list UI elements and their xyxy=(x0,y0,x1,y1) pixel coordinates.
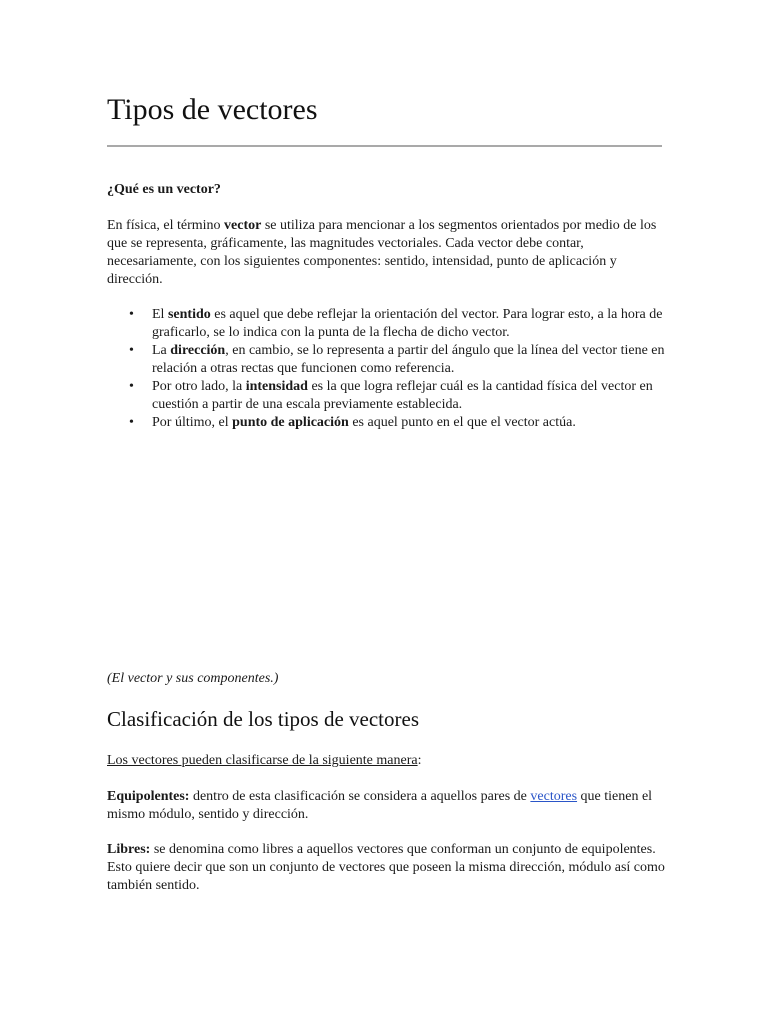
list-item-text: es aquel que debe reflejar la orientación del vector. Para lograr esto, a la hora de graficarlo, se lo indica con la punta de la flecha de dicho vector. xyxy=(152,307,663,340)
list-item-term: intensidad xyxy=(245,379,308,394)
page-title: Tipos de vectores xyxy=(107,93,318,126)
list-item-sentido xyxy=(107,306,667,342)
bullet-icon: • xyxy=(129,343,134,358)
libres-text: se denomina como libres a aquellos vectores que conforman un conjunto de equipolentes. Esto quiere decir que son un conjunto de vectores que poseen la misma dirección, módulo así como también sentido. xyxy=(107,842,665,893)
list-item-punto-de-aplicacion xyxy=(107,414,667,432)
vectores-link[interactable]: vectores xyxy=(530,789,578,804)
list-item-text: El xyxy=(152,307,168,322)
equipolentes-term: Equipolentes: xyxy=(107,789,190,804)
section-title: Clasificación de los tipos de vectores xyxy=(107,707,419,731)
intro-paragraph xyxy=(107,217,667,289)
intro-text-after: se utiliza para mencionar a los segmentos orientados por medio de los que se representa, gráficamente, las magnitudes vectoriales. Cada vector debe contar, necesariamente, con los siguientes componentes: sentido, intensidad, punto de aplicación y dirección. xyxy=(107,218,657,287)
equipolentes-text-after: que tienen el mismo módulo, sentido y dirección. xyxy=(107,789,653,822)
components-list xyxy=(107,306,667,432)
list-item-text: es la que logra reflejar cuál es la cantidad física del vector en cuestión a partir de una escala previamente establecida. xyxy=(152,379,653,412)
list-item-text: Por último, el xyxy=(152,415,233,430)
question-heading: ¿Qué es un vector? xyxy=(107,182,221,197)
classification-intro-colon: : xyxy=(417,753,422,768)
equipolentes-paragraph xyxy=(107,788,667,824)
list-item-term: sentido xyxy=(167,307,211,322)
list-item-text: La xyxy=(152,343,171,358)
list-item-intensidad xyxy=(107,378,667,414)
bullet-icon: • xyxy=(129,415,134,430)
list-item-text: Por otro lado, la xyxy=(152,379,246,394)
bullet-icon: • xyxy=(129,379,134,394)
intro-text-before: En física, el término xyxy=(107,218,225,233)
list-item-direccion xyxy=(107,342,667,378)
bullet-icon: • xyxy=(129,307,134,322)
classification-intro xyxy=(107,752,421,770)
list-item-term: punto de aplicación xyxy=(232,415,349,430)
libres-paragraph xyxy=(107,841,667,895)
figure-caption: (El vector y sus componentes.) xyxy=(107,671,279,686)
classification-intro-underlined: Los vectores pueden clasificarse de la siguiente manera xyxy=(107,753,418,768)
intro-term-vector: vector xyxy=(224,218,262,233)
list-item-text: es aquel punto en el que el vector actúa. xyxy=(348,415,576,430)
list-item-term: dirección xyxy=(170,343,226,358)
title-divider xyxy=(107,145,662,147)
list-item-text: , en cambio, se lo representa a partir del ángulo que la línea del vector tiene en relación a otras rectas que funcionen como referencia. xyxy=(152,343,665,376)
equipolentes-text: dentro de esta clasificación se considera a aquellos pares de xyxy=(189,789,531,804)
libres-term: Libres: xyxy=(107,842,151,857)
